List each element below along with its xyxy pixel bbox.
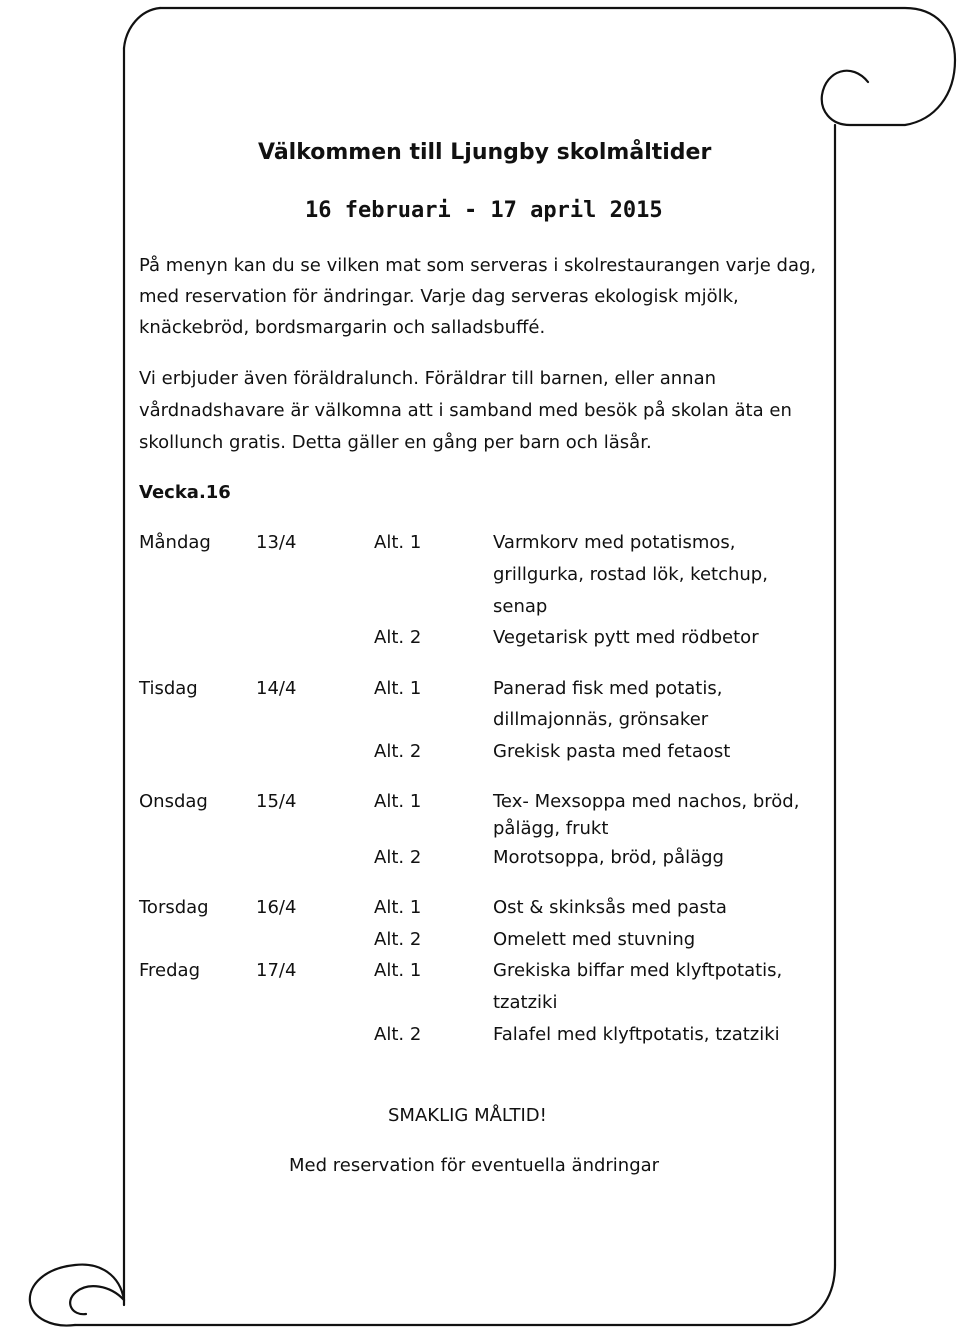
table-row <box>0 788 960 816</box>
alternative-label: Alt. 2 <box>374 741 422 762</box>
table-row <box>0 957 960 985</box>
reservation-note: Med reservation för eventuella ändringar <box>289 1155 660 1176</box>
table-row <box>0 738 960 766</box>
table-row <box>0 675 960 703</box>
dish-text: dillmajonnäs, grönsaker <box>493 709 709 730</box>
dish-text: Tex- Mexsoppa med nachos, bröd, <box>493 791 800 812</box>
table-row <box>0 1021 960 1049</box>
dish-text: Grekisk pasta med fetaost <box>493 741 731 762</box>
alternative-label: Alt. 2 <box>374 627 422 648</box>
dish-text: Ost & skinksås med pasta <box>493 897 727 918</box>
day-date: 16/4 <box>256 897 297 918</box>
day-name: Fredag <box>139 960 201 981</box>
day-date: 14/4 <box>256 678 297 699</box>
alternative-label: Alt. 2 <box>374 847 422 868</box>
dish-text: Panerad fisk med potatis, <box>493 678 723 699</box>
alternative-label: Alt. 1 <box>374 897 422 918</box>
alternative-label: Alt. 1 <box>374 960 422 981</box>
alternative-label: Alt. 2 <box>374 1024 422 1045</box>
dish-text: Vegetarisk pytt med rödbetor <box>493 627 759 648</box>
table-row <box>0 593 960 621</box>
alternative-label: Alt. 2 <box>374 929 422 950</box>
dish-text: Falafel med klyftpotatis, tzatziki <box>493 1024 780 1045</box>
table-row <box>0 561 960 589</box>
table-row <box>0 926 960 954</box>
day-name: Måndag <box>139 532 211 553</box>
day-date: 17/4 <box>256 960 297 981</box>
alternative-label: Alt. 1 <box>374 678 422 699</box>
dish-text: grillgurka, rostad lök, ketchup, <box>493 564 768 585</box>
closing-greeting: SMAKLIG MÅLTID! <box>388 1105 547 1126</box>
alternative-label: Alt. 1 <box>374 532 422 553</box>
dish-text: tzatziki <box>493 992 558 1013</box>
day-name: Torsdag <box>139 897 209 918</box>
parent-lunch-line: Vi erbjuder även föräldralunch. Föräldrar till barnen, eller annan <box>139 368 717 389</box>
table-row <box>0 815 960 843</box>
table-row <box>0 624 960 652</box>
day-date: 15/4 <box>256 791 297 812</box>
dish-text: Omelett med stuvning <box>493 929 696 950</box>
intro-line: På menyn kan du se vilken mat som serveras i skolrestaurangen varje dag, <box>139 255 817 276</box>
week-label: Vecka.16 <box>139 482 231 503</box>
page-title: Välkommen till Ljungby skolmåltider <box>258 140 712 165</box>
parent-lunch-line: skollunch gratis. Detta gäller en gång per barn och läsår. <box>139 432 652 453</box>
dish-text: senap <box>493 596 548 617</box>
parent-lunch-line: vårdnadshavare är välkomna att i samband med besök på skolan äta en <box>139 400 792 421</box>
intro-line: knäckebröd, bordsmargarin och salladsbuffé. <box>139 317 546 338</box>
table-row <box>0 989 960 1017</box>
dish-text: Grekiska biffar med klyftpotatis, <box>493 960 783 981</box>
table-row <box>0 706 960 734</box>
table-row <box>0 894 960 922</box>
dish-text: Morotsoppa, bröd, pålägg <box>493 847 724 868</box>
dish-text: pålägg, frukt <box>493 818 609 839</box>
day-date: 13/4 <box>256 532 297 553</box>
day-name: Tisdag <box>139 678 198 699</box>
alternative-label: Alt. 1 <box>374 791 422 812</box>
day-name: Onsdag <box>139 791 208 812</box>
menu-period: 16 februari - 17 april 2015 <box>305 198 663 223</box>
table-row <box>0 844 960 872</box>
intro-line: med reservation för ändringar. Varje dag serveras ekologisk mjölk, <box>139 286 739 307</box>
table-row <box>0 529 960 557</box>
dish-text: Varmkorv med potatismos, <box>493 532 736 553</box>
